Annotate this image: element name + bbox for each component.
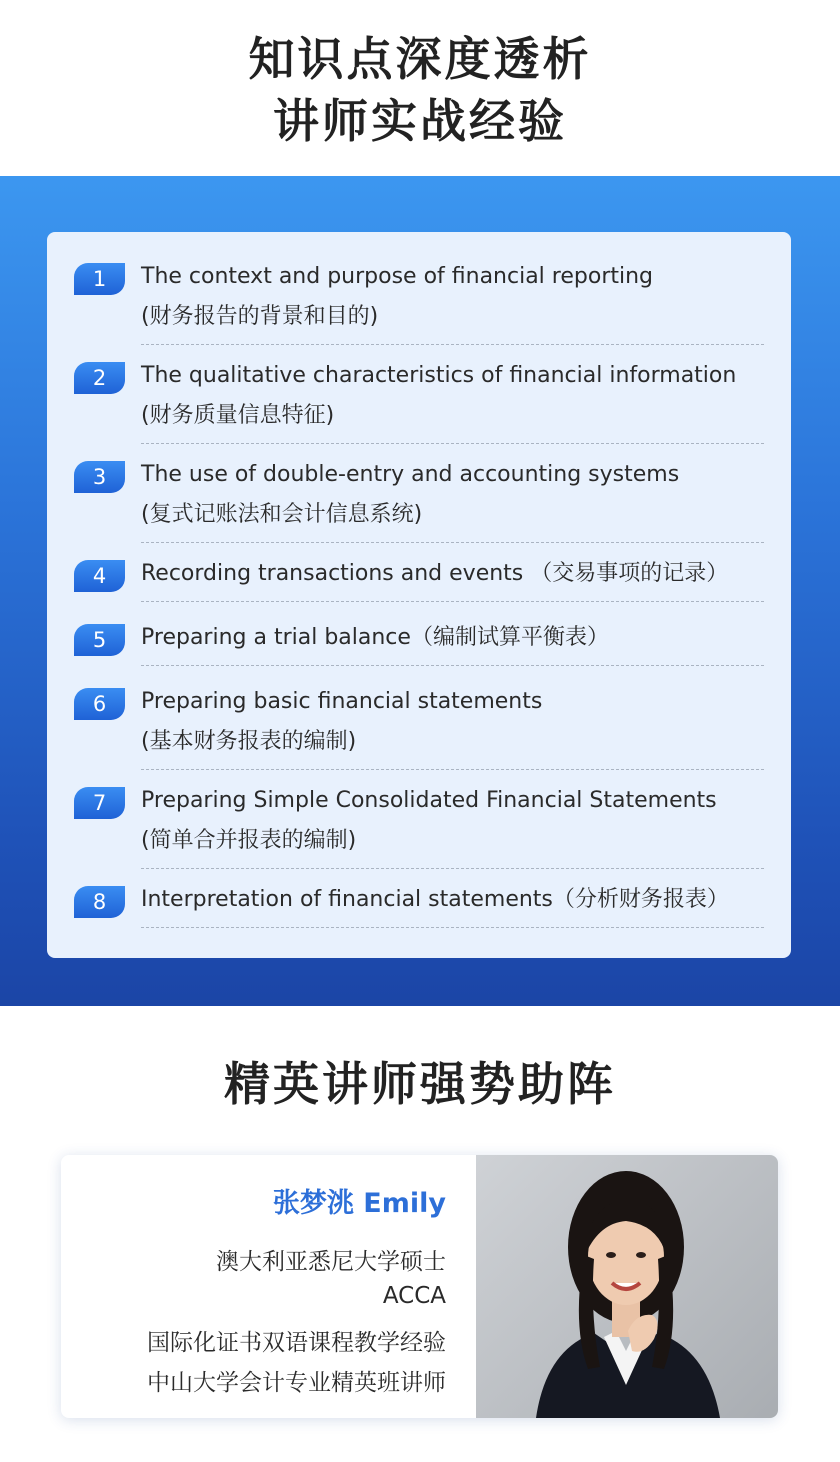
- topic-number-badge: 1: [74, 263, 125, 295]
- headline-line-2: 讲师实战经验: [273, 94, 567, 148]
- divider: [141, 344, 764, 345]
- topic-number-badge: 2: [74, 362, 125, 394]
- divider: [141, 868, 764, 869]
- topic-title-cn: (基本财务报表的编制): [141, 729, 357, 754]
- headline-line-1: 知识点深度透析: [248, 32, 592, 86]
- teacher-credential: 中山大学会计专业精英班讲师: [147, 1370, 446, 1396]
- topic-title-en: Interpretation of financial statements（分析财务报表）: [141, 887, 729, 912]
- divider: [141, 601, 764, 602]
- topic-title-en: The context and purpose of financial reporting: [141, 264, 654, 289]
- section-title: 精英讲师强势助阵: [224, 1057, 616, 1111]
- topic-title-en: Preparing a trial balance（编制试算平衡表）: [141, 625, 609, 650]
- topic-title-en: The use of double-entry and accounting systems: [141, 462, 680, 487]
- topic-title-cn: (简单合并报表的编制): [141, 828, 357, 853]
- teacher-photo: [476, 1155, 778, 1418]
- topic-number-badge: 4: [74, 560, 125, 592]
- divider: [141, 443, 764, 444]
- divider: [141, 665, 764, 666]
- teacher-name: 张梦洮 Emily: [272, 1188, 446, 1219]
- syllabus-band: [0, 176, 840, 1006]
- divider: [141, 769, 764, 770]
- topic-title-en: Recording transactions and events （交易事项的记录）: [141, 561, 729, 586]
- topic-title-cn: (财务报告的背景和目的): [141, 304, 379, 329]
- teacher-credential: ACCA: [382, 1283, 446, 1309]
- topic-title-en: The qualitative characteristics of financial information: [141, 363, 737, 388]
- topic-number-badge: 7: [74, 787, 125, 819]
- topic-title-cn: (复式记账法和会计信息系统): [141, 502, 423, 527]
- syllabus-card: [47, 232, 791, 958]
- teacher-credential: 国际化证书双语课程教学经验: [147, 1330, 446, 1356]
- teacher-credential: 澳大利亚悉尼大学硕士: [216, 1249, 446, 1275]
- topic-number-badge: 6: [74, 688, 125, 720]
- teacher-info: [61, 1155, 476, 1418]
- topic-number-badge: 8: [74, 886, 125, 918]
- topic-title-en: Preparing Simple Consolidated Financial Statements: [141, 788, 717, 813]
- portrait-illustration: [476, 1155, 778, 1418]
- page-header: [0, 0, 840, 176]
- divider: [141, 542, 764, 543]
- topic-number-badge: 5: [74, 624, 125, 656]
- divider: [141, 927, 764, 928]
- teacher-card: [61, 1155, 778, 1418]
- topic-title-cn: (财务质量信息特征): [141, 403, 335, 428]
- topic-title-en: Preparing basic financial statements: [141, 689, 543, 714]
- topic-number-badge: 3: [74, 461, 125, 493]
